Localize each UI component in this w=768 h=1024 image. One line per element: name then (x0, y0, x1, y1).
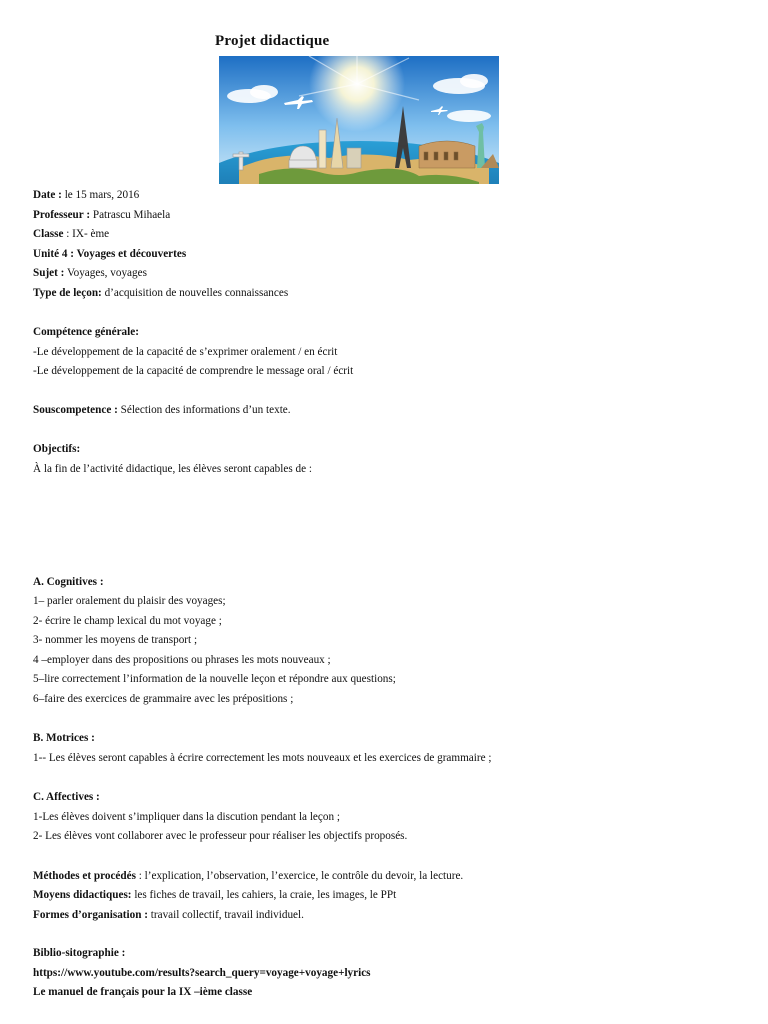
date-value: le 15 mars, 2016 (61, 189, 140, 201)
teacher-line (33, 208, 170, 222)
objectifs-heading: Objectifs: (33, 443, 81, 455)
affective-item: 2- Les élèves vont collaborer avec le professeur pour réaliser les objectifs proposés. (33, 830, 408, 842)
date-label: Date : (33, 189, 62, 201)
teacher-value: Patrascu Mihaela (90, 209, 171, 221)
bibliographie-heading: Biblio-sitographie : (33, 947, 126, 959)
lesson-type-value: d’acquisition de nouvelles connaissances (101, 287, 289, 299)
cognitive-item: 5–lire correctement l’information de la nouvelle leçon et répondre aux questions; (33, 673, 396, 685)
formes-line (33, 908, 304, 922)
travel-landmarks-globe-image (219, 56, 499, 184)
methodes-value: : l’explication, l’observation, l’exercice, le contrôle du devoir, la lecture. (135, 870, 464, 882)
bibliographie-item: Le manuel de français pour la IX –ième classe (33, 986, 253, 998)
moyens-label: Moyens didactiques: (33, 889, 132, 901)
subject-value: Voyages, voyages (64, 267, 147, 279)
cognitive-item: 3- nommer les moyens de transport ; (33, 634, 198, 646)
methodes-line (33, 869, 463, 883)
page-title: Projet didactique (215, 33, 330, 49)
cognitive-item: 6–faire des exercices de grammaire avec les prépositions ; (33, 693, 294, 705)
subject-label: Sujet : (33, 267, 65, 279)
unit-line (33, 247, 186, 261)
competence-item: -Le développement de la capacité de s’exprimer oralement / en écrit (33, 346, 338, 358)
bibliographie-link[interactable]: https://www.youtube.com/results?search_query=voyage+voyage+lyrics (33, 967, 371, 979)
class-label: Classe (33, 228, 64, 240)
teacher-label: Professeur : (33, 209, 91, 221)
formes-value: travail collectif, travail individuel. (147, 909, 304, 921)
date-line (33, 188, 139, 202)
competence-heading: Compétence générale: (33, 326, 139, 338)
class-line (33, 227, 109, 241)
motrices-heading: B. Motrices : (33, 732, 95, 744)
competence-item: -Le développement de la capacité de comprendre le message oral / écrit (33, 365, 354, 377)
objectifs-intro: À la fin de l’activité didactique, les élèves seront capables de : (33, 463, 312, 475)
cognitives-heading: A. Cognitives : (33, 576, 104, 588)
subject-line (33, 266, 147, 280)
lesson-type-label: Type de leçon: (33, 287, 102, 299)
souscompetence-value: Sélection des informations d’un texte. (117, 404, 291, 416)
souscompetence-label: Souscompetence : (33, 404, 118, 416)
affectives-heading: C. Affectives : (33, 791, 100, 803)
cognitive-item: 4 –employer dans des propositions ou phrases les mots nouveaux ; (33, 654, 331, 666)
souscompetence-line (33, 403, 291, 417)
class-value: : IX- ème (63, 228, 110, 240)
lesson-type-line (33, 286, 288, 300)
cognitive-item: 2- écrire le champ lexical du mot voyage ; (33, 615, 222, 627)
motrice-item: 1-- Les élèves seront capables à écrire correctement les mots nouveaux et les exercices de grammaire ; (33, 752, 492, 764)
unit-label: Unité 4 : Voyages et découvertes (33, 248, 187, 260)
cognitive-item: 1– parler oralement du plaisir des voyages; (33, 595, 226, 607)
affective-item: 1-Les élèves doivent s’impliquer dans la discution pendant la leçon ; (33, 811, 340, 823)
moyens-value: les fiches de travail, les cahiers, la craie, les images, le PPt (131, 889, 397, 901)
moyens-line (33, 888, 396, 902)
formes-label: Formes d’organisation : (33, 909, 148, 921)
methodes-label: Méthodes et procédés (33, 870, 136, 882)
